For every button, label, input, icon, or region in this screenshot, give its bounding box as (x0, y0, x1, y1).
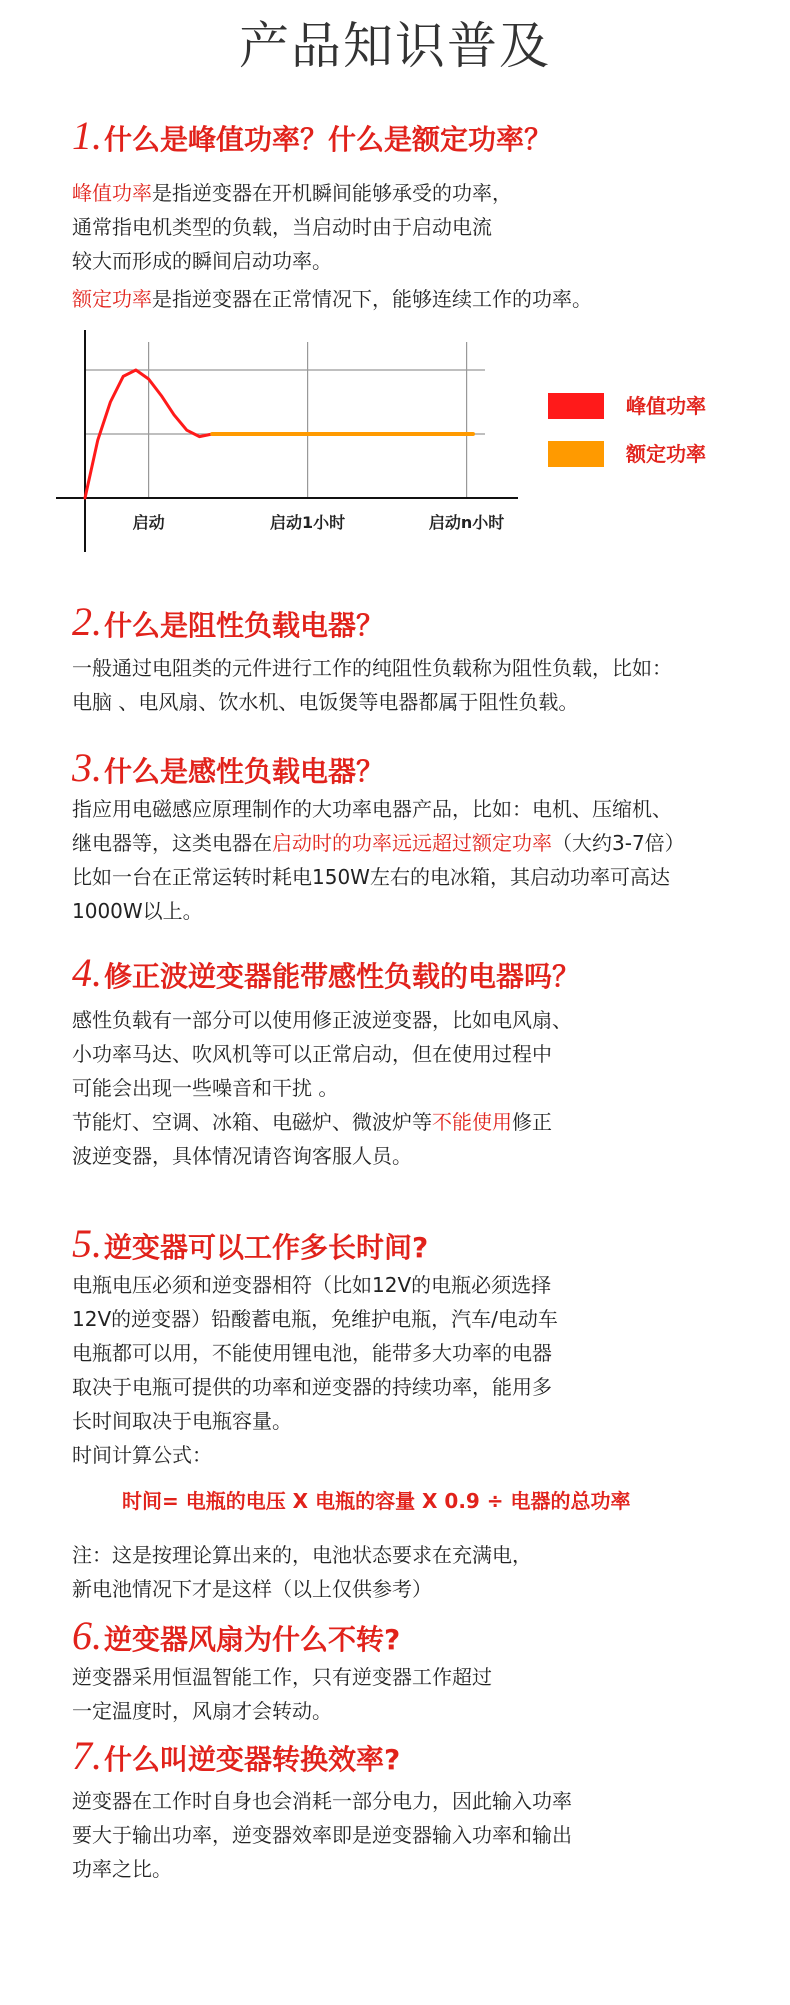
section-5-heading (72, 1221, 429, 1266)
section-3-line-4: 1000W以上。 (72, 899, 203, 923)
section-4-text (72, 1003, 572, 1173)
section-2-text (72, 651, 672, 719)
section-7-text (72, 1784, 572, 1886)
legend-swatch-rated (548, 441, 604, 467)
section-4-line-4-start: 节能灯、空调、冰箱、电磁炉、微波炉等 (72, 1110, 432, 1134)
section-4-title: 修正波逆变器能带感性负载的电器吗？ (104, 960, 581, 993)
section-5-line-5: 长时间取决于电瓶容量。 (72, 1409, 292, 1433)
chart-grid (85, 342, 485, 498)
section-4-line-3: 可能会出现一些噪音和干扰 。 (72, 1076, 339, 1100)
section-4-line-2: 小功率马达、吹风机等可以正常启动，但在使用过程中 (72, 1042, 552, 1066)
section-7-line-3: 功率之比。 (72, 1857, 172, 1881)
section-2-line-1: 一般通过电阻类的元件进行工作的纯阻性负载称为阻性负载，比如： (72, 656, 672, 680)
section-5-line-4: 取决于电瓶可提供的功率和逆变器的持续功率，能用多 (72, 1375, 552, 1399)
section-3-title: 什么是感性负载电器？ (104, 755, 385, 788)
rated-power-definition: 是指逆变器在正常情况下，能够连续工作的功率。 (152, 287, 592, 311)
section-3-heading (72, 745, 385, 790)
section-6-number: 6. (72, 1613, 102, 1658)
section-2-heading (72, 599, 385, 644)
startup-power-highlight: 启动时的功率远远超过额定功率 (272, 831, 552, 855)
section-2-number: 2. (72, 599, 102, 644)
section-6-text (72, 1660, 492, 1728)
section-2-title: 什么是阻性负载电器？ (104, 609, 385, 642)
rated-power-term: 额定功率 (72, 287, 152, 311)
section-4-heading (72, 950, 581, 995)
section-7-heading (72, 1733, 401, 1778)
peak-power-definition: 是指逆变器在开机瞬间能够承受的功率， (152, 181, 512, 205)
section-6-heading (72, 1613, 401, 1658)
cannot-use-highlight: 不能使用 (432, 1110, 512, 1134)
section-3-number: 3. (72, 745, 102, 790)
section-7-line-2: 要大于输出功率，逆变器效率即是逆变器输入功率和输出 (72, 1823, 572, 1847)
section-5-text (72, 1268, 558, 1472)
section-5-line-6: 时间计算公式： (72, 1443, 212, 1467)
section-5-note (72, 1538, 532, 1606)
legend-label-rated: 额定功率 (626, 442, 706, 466)
section-4-number: 4. (72, 950, 102, 995)
section-7-number: 7. (72, 1733, 102, 1778)
runtime-formula: 时间= 电瓶的电压 X 电瓶的容量 X 0.9 ÷ 电器的总功率 (122, 1489, 631, 1513)
legend-swatch-peak (548, 393, 604, 419)
section-1-line-1 (72, 176, 592, 210)
section-3-line-2-start: 继电器等，这类电器在 (72, 831, 272, 855)
section-5-line-2: 12V的逆变器）铅酸蓄电瓶，免维护电瓶，汽车/电动车 (72, 1307, 558, 1331)
section-1-number: 1. (72, 113, 102, 158)
section-7-title: 什么叫逆变器转换效率? (104, 1743, 401, 1776)
section-3-line-2-end: （大约3-7倍） (552, 831, 685, 855)
peak-power-term: 峰值功率 (72, 181, 152, 205)
chart-tick-labels (133, 513, 505, 532)
section-3-line-3: 比如一台在正常运转时耗电150W左右的电冰箱，其启动功率可高达 (72, 865, 670, 889)
section-4-line-5: 波逆变器，具体情况请咨询客服人员。 (72, 1144, 412, 1168)
section-3-line-2 (72, 826, 685, 860)
section-5-title: 逆变器可以工作多长时间? (104, 1231, 429, 1264)
x-tick-label-1: 启动 (132, 513, 165, 532)
section-1-title: 什么是峰值功率？什么是额定功率？ (104, 123, 553, 156)
section-4-line-4 (72, 1105, 572, 1139)
x-tick-label-2: 启动1小时 (270, 513, 346, 532)
section-7-line-1: 逆变器在工作时自身也会消耗一部分电力，因此输入功率 (72, 1789, 572, 1813)
section-6-line-2: 一定温度时，风扇才会转动。 (72, 1699, 332, 1723)
legend-label-peak: 峰值功率 (626, 394, 706, 418)
section-1-text (72, 176, 592, 316)
section-1-heading (72, 113, 553, 158)
section-5-line-3: 电瓶都可以用，不能使用锂电池，能带多大功率的电器 (72, 1341, 552, 1365)
section-5-note-line-1: 注：这是按理论算出来的，电池状态要求在充满电， (72, 1543, 532, 1567)
section-6-line-1: 逆变器采用恒温智能工作，只有逆变器工作超过 (72, 1665, 492, 1689)
section-3-line-1: 指应用电磁感应原理制作的大功率电器产品，比如：电机、压缩机、 (72, 797, 672, 821)
section-4-line-4-end: 修正 (512, 1110, 552, 1134)
section-3-text (72, 792, 685, 928)
section-4-line-1: 感性负载有一部分可以使用修正波逆变器，比如电风扇、 (72, 1008, 572, 1032)
section-5-line-1: 电瓶电压必须和逆变器相符（比如12V的电瓶必须选择 (72, 1273, 552, 1297)
section-1-line-2: 通常指电机类型的负载，当启动时由于启动电流 (72, 215, 492, 239)
section-1-line-4 (72, 282, 592, 316)
section-5-number: 5. (72, 1221, 102, 1266)
power-curve-chart (48, 330, 528, 560)
section-2-line-2: 电脑 、电风扇、饮水机、电饭煲等电器都属于阻性负载。 (72, 690, 579, 714)
section-6-title: 逆变器风扇为什么不转? (104, 1623, 401, 1656)
section-1-line-3: 较大而形成的瞬间启动功率。 (72, 249, 332, 273)
page-title: 产品知识普及 (239, 17, 551, 75)
section-5-note-line-2: 新电池情况下才是这样（以上仅供参考） (72, 1577, 432, 1601)
x-tick-label-3: 启动n小时 (428, 513, 505, 532)
